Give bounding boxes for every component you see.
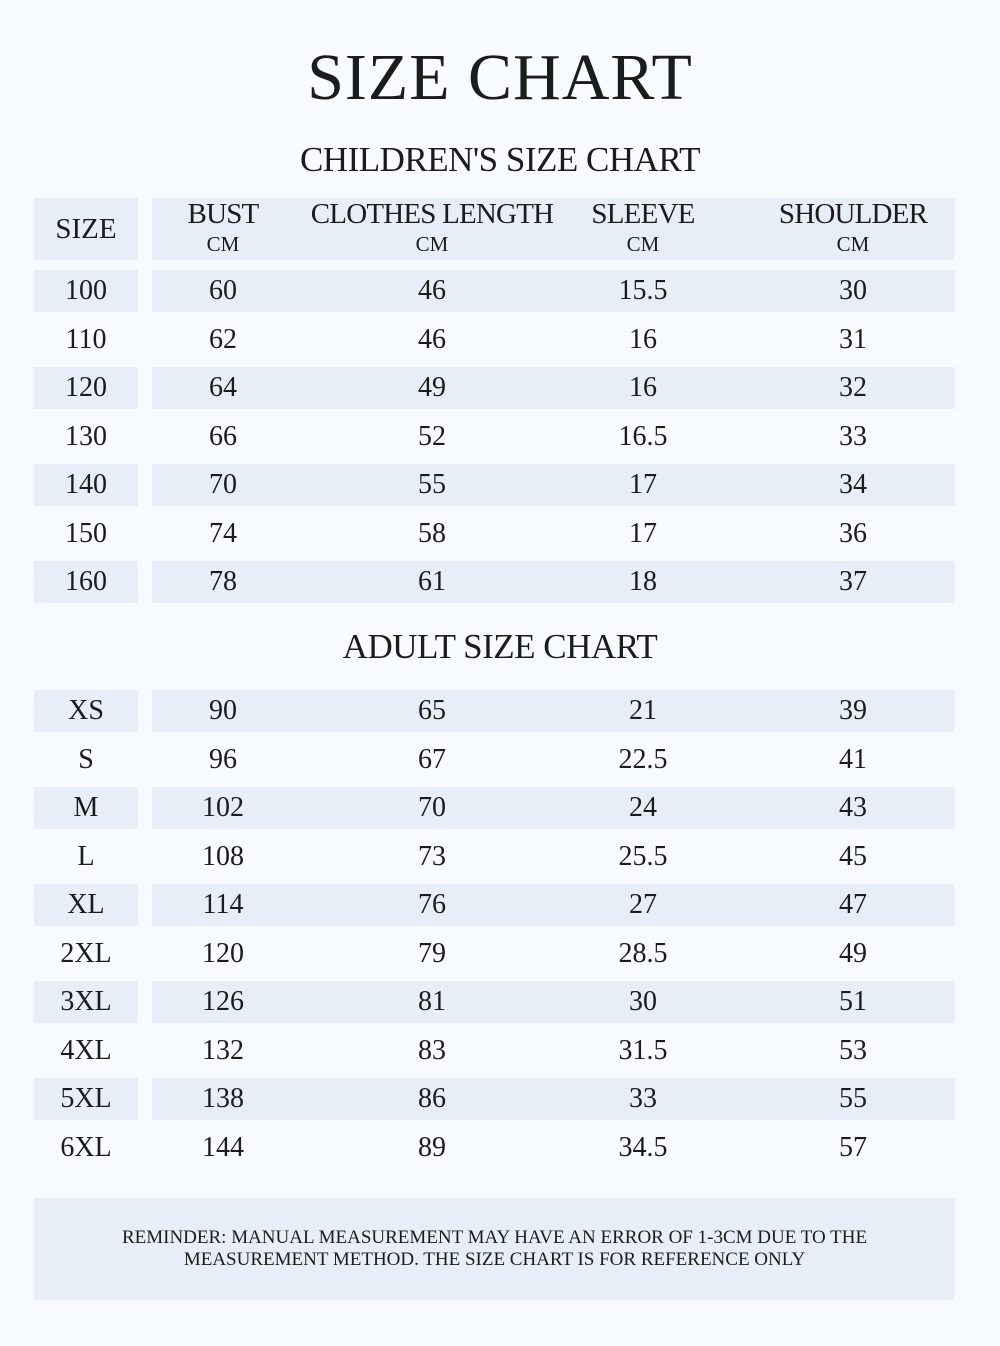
header-clothes-length: [282, 198, 582, 260]
table-row: [0, 319, 1000, 361]
clothes-length-cell: 83: [418, 1034, 446, 1066]
clothes-length-cell: 73: [418, 840, 446, 872]
bust-cell: 60: [209, 275, 237, 306]
children-section-title: CHILDREN'S SIZE CHART: [299, 140, 701, 179]
bust-cell: 108: [202, 840, 244, 872]
clothes-length-cell: 46: [418, 323, 446, 355]
size-cell: XS: [34, 690, 138, 732]
header-shoulder-label: SHOULDER: [778, 198, 928, 230]
shoulder-cell: 49: [839, 937, 867, 969]
shoulder-cell: 32: [839, 372, 867, 403]
clothes-length-cell: 86: [418, 1083, 446, 1114]
header-size: SIZE: [34, 198, 138, 260]
size-cell: 140: [34, 464, 138, 506]
children-header-row: [0, 198, 1000, 260]
size-cell: 6XL: [60, 1131, 112, 1163]
size-cell: 130: [65, 420, 107, 452]
size-cell: 100: [34, 270, 138, 312]
sleeve-cell: 16: [629, 323, 657, 355]
header-shoulder: [753, 198, 953, 260]
table-row: [0, 1030, 1000, 1072]
bust-cell: 70: [209, 469, 237, 500]
shoulder-cell: 55: [839, 1083, 867, 1114]
clothes-length-cell: 89: [418, 1131, 446, 1163]
header-bust-unit: CM: [206, 232, 240, 256]
bust-cell: 74: [209, 517, 237, 549]
sleeve-cell: 18: [629, 566, 657, 597]
bust-cell: 114: [202, 889, 244, 920]
clothes-length-cell: 61: [418, 566, 446, 597]
sleeve-cell: 22.5: [618, 743, 668, 775]
table-row: [0, 933, 1000, 975]
size-cell: XL: [34, 884, 138, 926]
shoulder-cell: 34: [839, 469, 867, 500]
bust-cell: 78: [209, 566, 237, 597]
table-row: [0, 739, 1000, 781]
bust-cell: 132: [202, 1034, 244, 1066]
table-row: [0, 561, 1000, 603]
reminder-box: [34, 1198, 955, 1300]
shoulder-cell: 36: [839, 517, 867, 549]
table-row: [0, 513, 1000, 555]
shoulder-cell: 57: [839, 1131, 867, 1163]
shoulder-cell: 30: [839, 275, 867, 306]
size-cell: L: [77, 840, 95, 872]
table-row: [0, 836, 1000, 878]
clothes-length-cell: 49: [418, 372, 446, 403]
shoulder-cell: 39: [839, 695, 867, 726]
shoulder-cell: 53: [839, 1034, 867, 1066]
bust-cell: 144: [202, 1131, 244, 1163]
size-cell: 150: [65, 517, 107, 549]
header-clothes-length-unit: CM: [415, 232, 449, 256]
shoulder-cell: 51: [839, 986, 867, 1017]
shoulder-cell: 45: [839, 840, 867, 872]
size-cell: 3XL: [34, 981, 138, 1023]
shoulder-cell: 47: [839, 889, 867, 920]
table-row: [0, 1078, 1000, 1120]
bust-cell: 66: [209, 420, 237, 452]
clothes-length-cell: 55: [418, 469, 446, 500]
sleeve-cell: 17: [629, 517, 657, 549]
clothes-length-cell: 46: [418, 275, 446, 306]
table-row: [0, 416, 1000, 458]
page-title: SIZE CHART: [307, 41, 693, 114]
header-shoulder-unit: CM: [836, 232, 870, 256]
sleeve-cell: 34.5: [618, 1131, 668, 1163]
table-row: [0, 464, 1000, 506]
header-clothes-length-label: CLOTHES LENGTH: [310, 198, 554, 230]
sleeve-cell: 21: [629, 695, 657, 726]
reminder-text: REMINDER: MANUAL MEASUREMENT MAY HAVE AN ERROR OF 1-3CM DUE TO THE MEASUREMENT METHOD. THE SIZE CHART IS FOR REFERENCE ONLY: [121, 1227, 868, 1270]
header-sleeve: [543, 198, 743, 260]
clothes-length-cell: 81: [418, 986, 446, 1017]
size-cell: 2XL: [60, 937, 112, 969]
sleeve-cell: 17: [629, 469, 657, 500]
sleeve-cell: 31.5: [618, 1034, 668, 1066]
table-row: [0, 981, 1000, 1023]
sleeve-cell: 15.5: [618, 275, 668, 306]
size-cell: 4XL: [60, 1034, 112, 1066]
bust-cell: 102: [202, 792, 244, 823]
size-cell: M: [34, 787, 138, 829]
size-cell: 110: [65, 323, 107, 355]
table-row: [0, 367, 1000, 409]
bust-cell: 120: [202, 937, 244, 969]
size-cell: 160: [34, 561, 138, 603]
bust-cell: 126: [202, 986, 244, 1017]
sleeve-cell: 27: [629, 889, 657, 920]
table-row: [0, 787, 1000, 829]
sleeve-cell: 28.5: [618, 937, 668, 969]
sleeve-cell: 16: [629, 372, 657, 403]
sleeve-cell: 24: [629, 792, 657, 823]
sleeve-cell: 25.5: [618, 840, 668, 872]
clothes-length-cell: 65: [418, 695, 446, 726]
bust-cell: 90: [209, 695, 237, 726]
clothes-length-cell: 58: [418, 517, 446, 549]
size-cell: 120: [34, 367, 138, 409]
shoulder-cell: 31: [839, 323, 867, 355]
table-row: [0, 884, 1000, 926]
sleeve-cell: 16.5: [618, 420, 668, 452]
sleeve-cell: 33: [629, 1083, 657, 1114]
size-cell: S: [78, 743, 94, 775]
shoulder-cell: 43: [839, 792, 867, 823]
header-sleeve-unit: CM: [626, 232, 660, 256]
clothes-length-cell: 67: [418, 743, 446, 775]
table-row: [0, 690, 1000, 732]
bust-cell: 96: [209, 743, 237, 775]
sleeve-cell: 30: [629, 986, 657, 1017]
adult-section-title: ADULT SIZE CHART: [342, 627, 658, 666]
clothes-length-cell: 52: [418, 420, 446, 452]
table-row: [0, 1127, 1000, 1169]
size-cell: 5XL: [34, 1078, 138, 1120]
header-sleeve-label: SLEEVE: [591, 198, 695, 230]
table-row: [0, 270, 1000, 312]
header-bust-label: BUST: [187, 198, 259, 230]
bust-cell: 64: [209, 372, 237, 403]
shoulder-cell: 41: [839, 743, 867, 775]
clothes-length-cell: 70: [418, 792, 446, 823]
clothes-length-cell: 79: [418, 937, 446, 969]
shoulder-cell: 33: [839, 420, 867, 452]
clothes-length-cell: 76: [418, 889, 446, 920]
bust-cell: 138: [202, 1083, 244, 1114]
shoulder-cell: 37: [839, 566, 867, 597]
bust-cell: 62: [209, 323, 237, 355]
